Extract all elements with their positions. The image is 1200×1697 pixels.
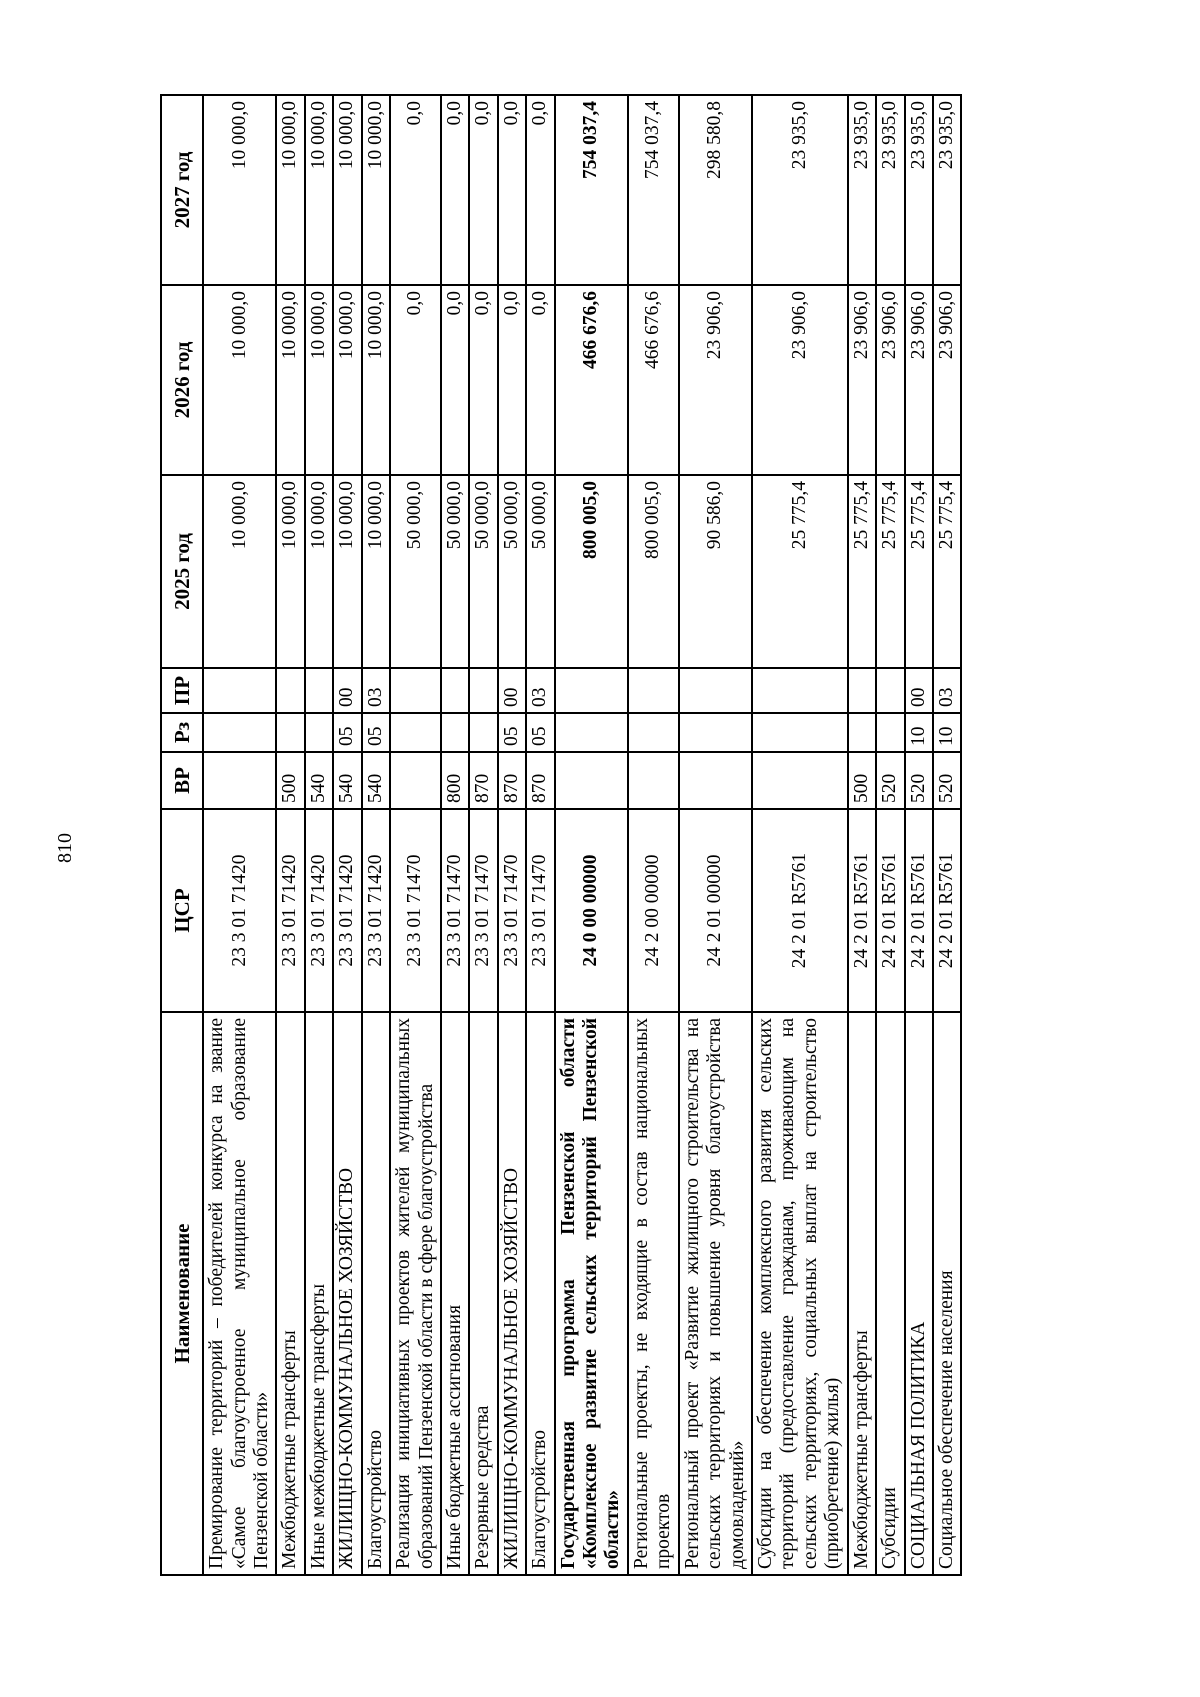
cell-name: Субсидии bbox=[876, 1012, 904, 1575]
cell-2027: 10 000,0 bbox=[276, 95, 304, 285]
cell-rz: 05 bbox=[526, 713, 554, 752]
cell-csr: 23 3 01 71420 bbox=[305, 809, 333, 1012]
cell-rz bbox=[203, 713, 276, 752]
cell-2027: 754 037,4 bbox=[555, 95, 628, 285]
table-row bbox=[203, 95, 276, 1575]
table-row bbox=[333, 95, 361, 1575]
cell-rz bbox=[555, 713, 628, 752]
cell-pr bbox=[305, 668, 333, 713]
cell-2025: 10 000,0 bbox=[362, 475, 390, 668]
cell-pr: 00 bbox=[498, 668, 526, 713]
cell-2027: 0,0 bbox=[441, 95, 469, 285]
header-2027: 2027 год bbox=[161, 95, 203, 285]
cell-2027: 10 000,0 bbox=[203, 95, 276, 285]
cell-vr: 870 bbox=[498, 752, 526, 809]
cell-pr: 00 bbox=[333, 668, 361, 713]
cell-2027: 23 935,0 bbox=[752, 95, 848, 285]
cell-2025: 25 775,4 bbox=[933, 475, 961, 668]
cell-2026: 23 906,0 bbox=[905, 285, 933, 475]
cell-vr: 500 bbox=[276, 752, 304, 809]
cell-csr: 24 2 01 R5761 bbox=[905, 809, 933, 1012]
cell-csr: 23 3 01 71470 bbox=[390, 809, 441, 1012]
cell-vr bbox=[390, 752, 441, 809]
cell-rz bbox=[876, 713, 904, 752]
cell-vr bbox=[679, 752, 752, 809]
table-row bbox=[933, 95, 961, 1575]
cell-vr: 520 bbox=[876, 752, 904, 809]
cell-2025: 25 775,4 bbox=[752, 475, 848, 668]
header-name: Наименование bbox=[161, 1012, 203, 1575]
cell-rz bbox=[305, 713, 333, 752]
cell-vr bbox=[752, 752, 848, 809]
cell-rz bbox=[469, 713, 497, 752]
cell-name: Межбюджетные трансферты bbox=[848, 1012, 876, 1575]
cell-2027: 10 000,0 bbox=[362, 95, 390, 285]
cell-csr: 23 3 01 71420 bbox=[362, 809, 390, 1012]
cell-rz bbox=[628, 713, 679, 752]
cell-vr: 540 bbox=[362, 752, 390, 809]
cell-2027: 23 935,0 bbox=[848, 95, 876, 285]
table-row bbox=[276, 95, 304, 1575]
cell-rz: 10 bbox=[933, 713, 961, 752]
cell-rz bbox=[752, 713, 848, 752]
cell-2027: 0,0 bbox=[390, 95, 441, 285]
cell-pr: 00 bbox=[905, 668, 933, 713]
cell-pr: 03 bbox=[933, 668, 961, 713]
cell-csr: 23 3 01 71470 bbox=[441, 809, 469, 1012]
cell-2025: 10 000,0 bbox=[203, 475, 276, 668]
cell-name: Региональный проект «Развитие жилищного строительства на сельских территориях и повышение уровня благоустройства домовладений» bbox=[679, 1012, 752, 1575]
cell-2027: 23 935,0 bbox=[905, 95, 933, 285]
cell-csr: 23 3 01 71420 bbox=[333, 809, 361, 1012]
table-row bbox=[498, 95, 526, 1575]
cell-2027: 754 037,4 bbox=[628, 95, 679, 285]
table-row bbox=[628, 95, 679, 1575]
cell-rz: 05 bbox=[498, 713, 526, 752]
cell-2026: 10 000,0 bbox=[305, 285, 333, 475]
cell-csr: 24 2 01 R5761 bbox=[933, 809, 961, 1012]
cell-2025: 50 000,0 bbox=[526, 475, 554, 668]
cell-vr bbox=[203, 752, 276, 809]
cell-csr: 23 3 01 71470 bbox=[498, 809, 526, 1012]
cell-name: Иные бюджетные ассигнования bbox=[441, 1012, 469, 1575]
cell-2025: 50 000,0 bbox=[469, 475, 497, 668]
cell-pr bbox=[628, 668, 679, 713]
table-row bbox=[441, 95, 469, 1575]
cell-2025: 90 586,0 bbox=[679, 475, 752, 668]
cell-2026: 0,0 bbox=[441, 285, 469, 475]
cell-2026: 0,0 bbox=[469, 285, 497, 475]
table-row bbox=[469, 95, 497, 1575]
cell-2026: 466 676,6 bbox=[555, 285, 628, 475]
cell-2027: 0,0 bbox=[526, 95, 554, 285]
cell-pr bbox=[555, 668, 628, 713]
cell-vr bbox=[628, 752, 679, 809]
cell-vr: 870 bbox=[526, 752, 554, 809]
table-row bbox=[905, 95, 933, 1575]
cell-2025: 25 775,4 bbox=[905, 475, 933, 668]
cell-pr bbox=[752, 668, 848, 713]
cell-2026: 10 000,0 bbox=[276, 285, 304, 475]
cell-csr: 24 2 01 R5761 bbox=[752, 809, 848, 1012]
cell-vr: 540 bbox=[333, 752, 361, 809]
cell-vr: 520 bbox=[933, 752, 961, 809]
cell-2025: 25 775,4 bbox=[848, 475, 876, 668]
cell-csr: 23 3 01 71470 bbox=[469, 809, 497, 1012]
cell-pr bbox=[848, 668, 876, 713]
cell-vr: 540 bbox=[305, 752, 333, 809]
cell-name: Благоустройство bbox=[362, 1012, 390, 1575]
cell-2025: 50 000,0 bbox=[441, 475, 469, 668]
table-row bbox=[876, 95, 904, 1575]
cell-2027: 10 000,0 bbox=[305, 95, 333, 285]
cell-2027: 23 935,0 bbox=[876, 95, 904, 285]
cell-csr: 24 2 00 00000 bbox=[628, 809, 679, 1012]
cell-2026: 0,0 bbox=[498, 285, 526, 475]
cell-csr: 23 3 01 71420 bbox=[203, 809, 276, 1012]
cell-2026: 23 906,0 bbox=[752, 285, 848, 475]
cell-2027: 0,0 bbox=[469, 95, 497, 285]
cell-name: Социальное обеспечение населения bbox=[933, 1012, 961, 1575]
cell-2026: 23 906,0 bbox=[933, 285, 961, 475]
rotated-page-content bbox=[160, 96, 1072, 1576]
cell-2026: 10 000,0 bbox=[362, 285, 390, 475]
cell-name: Резервные средства bbox=[469, 1012, 497, 1575]
cell-2026: 10 000,0 bbox=[203, 285, 276, 475]
cell-csr: 23 3 01 71470 bbox=[526, 809, 554, 1012]
cell-name: Государственная программа Пензенской области «Комплексное развитие сельских территорий Пензенской области» bbox=[555, 1012, 628, 1575]
table-row bbox=[848, 95, 876, 1575]
table-row bbox=[526, 95, 554, 1575]
cell-name: СОЦИАЛЬНАЯ ПОЛИТИКА bbox=[905, 1012, 933, 1575]
cell-pr bbox=[469, 668, 497, 713]
cell-csr: 23 3 01 71420 bbox=[276, 809, 304, 1012]
cell-rz: 05 bbox=[333, 713, 361, 752]
cell-2025: 800 005,0 bbox=[628, 475, 679, 668]
cell-name: Региональные проекты, не входящие в состав национальных проектов bbox=[628, 1012, 679, 1575]
cell-name: Субсидии на обеспечение комплексного развития сельских территорий (предоставление гражданам, проживающим на сельских территориях, социальных выплат на строительство (приобретение) жилья) bbox=[752, 1012, 848, 1575]
header-vr: ВР bbox=[161, 752, 203, 809]
header-csr: ЦСР bbox=[161, 809, 203, 1012]
cell-2027: 23 935,0 bbox=[933, 95, 961, 285]
cell-2025: 25 775,4 bbox=[876, 475, 904, 668]
cell-2025: 10 000,0 bbox=[333, 475, 361, 668]
cell-name: Премирование территорий – победителей конкурса на звание «Самое благоустроенное муниципальное образование Пензенской области» bbox=[203, 1012, 276, 1575]
cell-rz bbox=[390, 713, 441, 752]
cell-pr bbox=[876, 668, 904, 713]
cell-name: ЖИЛИЩНО-КОММУНАЛЬНОЕ ХОЗЯЙСТВО bbox=[333, 1012, 361, 1575]
cell-pr bbox=[679, 668, 752, 713]
cell-csr: 24 2 01 00000 bbox=[679, 809, 752, 1012]
header-2026: 2026 год bbox=[161, 285, 203, 475]
cell-rz bbox=[848, 713, 876, 752]
table-row bbox=[390, 95, 441, 1575]
table-header-row bbox=[161, 95, 203, 1575]
cell-2026: 23 906,0 bbox=[679, 285, 752, 475]
cell-pr: 03 bbox=[526, 668, 554, 713]
cell-pr bbox=[390, 668, 441, 713]
cell-2025: 800 005,0 bbox=[555, 475, 628, 668]
header-pr: ПР bbox=[161, 668, 203, 713]
table-row bbox=[555, 95, 628, 1575]
cell-pr bbox=[276, 668, 304, 713]
cell-2026: 23 906,0 bbox=[848, 285, 876, 475]
budget-table bbox=[160, 94, 962, 1576]
cell-2026: 10 000,0 bbox=[333, 285, 361, 475]
cell-rz bbox=[679, 713, 752, 752]
table-row bbox=[752, 95, 848, 1575]
cell-rz bbox=[441, 713, 469, 752]
header-rz: Рз bbox=[161, 713, 203, 752]
cell-vr: 870 bbox=[469, 752, 497, 809]
cell-2026: 0,0 bbox=[390, 285, 441, 475]
cell-vr: 520 bbox=[905, 752, 933, 809]
cell-2025: 10 000,0 bbox=[305, 475, 333, 668]
cell-name: Межбюджетные трансферты bbox=[276, 1012, 304, 1575]
cell-2025: 50 000,0 bbox=[498, 475, 526, 668]
cell-2026: 23 906,0 bbox=[876, 285, 904, 475]
cell-csr: 24 2 01 R5761 bbox=[876, 809, 904, 1012]
cell-pr bbox=[203, 668, 276, 713]
table-row bbox=[362, 95, 390, 1575]
cell-name: Иные межбюджетные трансферты bbox=[305, 1012, 333, 1575]
cell-name: ЖИЛИЩНО-КОММУНАЛЬНОЕ ХОЗЯЙСТВО bbox=[498, 1012, 526, 1575]
cell-csr: 24 0 00 00000 bbox=[555, 809, 628, 1012]
table-row bbox=[305, 95, 333, 1575]
cell-pr bbox=[441, 668, 469, 713]
cell-2025: 50 000,0 bbox=[390, 475, 441, 668]
cell-name: Реализация инициативных проектов жителей муниципальных образований Пензенской области в сфере благоустройства bbox=[390, 1012, 441, 1575]
cell-2025: 10 000,0 bbox=[276, 475, 304, 668]
header-2025: 2025 год bbox=[161, 475, 203, 668]
cell-vr bbox=[555, 752, 628, 809]
cell-rz: 05 bbox=[362, 713, 390, 752]
cell-vr: 500 bbox=[848, 752, 876, 809]
page-number: 810 bbox=[54, 833, 76, 863]
cell-2027: 298 580,8 bbox=[679, 95, 752, 285]
cell-vr: 800 bbox=[441, 752, 469, 809]
cell-name: Благоустройство bbox=[526, 1012, 554, 1575]
cell-2026: 466 676,6 bbox=[628, 285, 679, 475]
table-row bbox=[679, 95, 752, 1575]
cell-2026: 0,0 bbox=[526, 285, 554, 475]
table-body bbox=[203, 95, 961, 1575]
cell-rz bbox=[276, 713, 304, 752]
cell-rz: 10 bbox=[905, 713, 933, 752]
cell-2027: 0,0 bbox=[498, 95, 526, 285]
cell-2027: 10 000,0 bbox=[333, 95, 361, 285]
cell-csr: 24 2 01 R5761 bbox=[848, 809, 876, 1012]
cell-pr: 03 bbox=[362, 668, 390, 713]
